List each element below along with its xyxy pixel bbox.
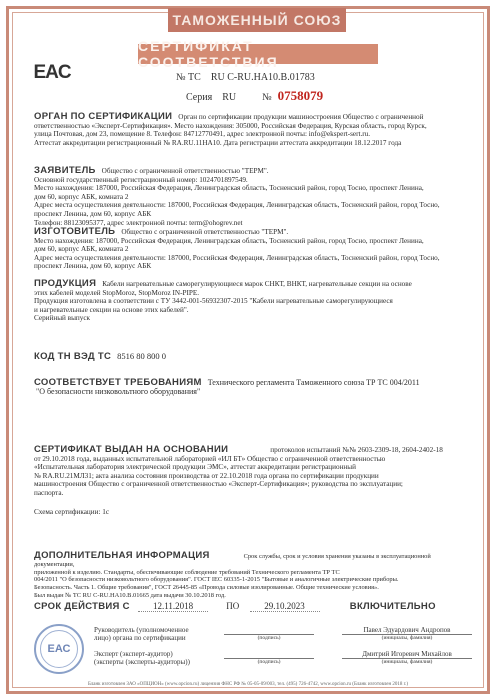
manufacturer-line: Общество с ограниченной ответственностью "ТЕРМ". bbox=[121, 228, 289, 236]
applicant-line: Телефон: 88123095377, адрес электронной почты: term@ohogrev.net bbox=[34, 218, 243, 227]
product-line: Серийный выпуск bbox=[34, 314, 91, 323]
product-line: Продукция изготовлена в соответствии с ТУ 3442-001-56932307-2015 "Кабели нагревательные саморегулирующиеся bbox=[34, 297, 393, 306]
basis-heading: СЕРТИФИКАТ ВЫДАН НА ОСНОВАНИИ bbox=[34, 444, 229, 455]
certification-seal bbox=[34, 624, 84, 674]
applicant-line: Место нахождения: 187000, Российская Федерация, Ленинградская область, Тосненский район, город Тосно, проспект Ленина, bbox=[34, 184, 424, 193]
seal-logo: ЕАС bbox=[40, 630, 78, 668]
section-product bbox=[34, 280, 468, 323]
basis-line: «Испытательная лаборатория электрической продукции ЭМС», аттестат аккредитации регистрационный bbox=[34, 463, 356, 472]
certification-scheme: Схема сертификации: 1с bbox=[34, 507, 110, 516]
manufacturer-line: дом 60, корпус АБК, комната 2 bbox=[34, 245, 129, 254]
validity-from: 12.11.2018 bbox=[138, 602, 208, 612]
expert-label-line: Эксперт (эксперт-аудитор) bbox=[94, 650, 173, 658]
organ-line: ответственностью «Эксперт-Сертификация». Место нахождения: 305000, Российская Федерация, Курская область, город Курск, bbox=[34, 121, 427, 130]
applicant-heading: ЗАЯВИТЕЛЬ bbox=[34, 165, 96, 176]
series-label: Серия bbox=[186, 92, 213, 103]
additional-heading: ДОПОЛНИТЕЛЬНАЯ ИНФОРМАЦИЯ bbox=[34, 550, 210, 561]
serial-value: 0758079 bbox=[277, 88, 324, 103]
expert-label-line: (эксперты (эксперты-аудиторы)) bbox=[94, 658, 190, 666]
head-label-line: лицо) органа по сертификации bbox=[94, 634, 186, 642]
additional-line: Безопасность. Часть 1. Общие требования", ГОСТ 26445-85 «Провода силовые изолированные. Общие технические условия». bbox=[34, 584, 379, 592]
requirements-heading: СООТВЕТСТВУЕТ ТРЕБОВАНИЯМ bbox=[34, 377, 202, 388]
section-additional bbox=[34, 552, 468, 600]
eac-logo: EAC bbox=[33, 62, 71, 83]
requirements-line: Технического регламента Таможенного союза ТР ТС 004/2011 bbox=[207, 378, 420, 387]
basis-line: протоколов испытаний №№ 2603-2309-18, 2604-2402-18 bbox=[270, 446, 443, 454]
applicant-line: дом 60, корпус АБК, комната 2 bbox=[34, 192, 129, 201]
section-validity bbox=[34, 602, 468, 612]
applicant-line: Адрес места осуществления деятельности: 187000, Российская Федерация, Ленинградская область, Тосненский район, город Тосно, bbox=[34, 201, 440, 210]
blank-footer: Бланк изготовлен ЗАО «ОПЦИОН» (www.opcion.ru) лицензия ФНС РФ № 05-05-09/003, тел. (495) 726-4742, www.opcion.ru (Бланк изготовлен 2018 г.) bbox=[87, 682, 409, 687]
manufacturer-line: проспект Ленина, дом 60, корпус АБК bbox=[34, 262, 152, 271]
head-signature-line: (подпись) bbox=[224, 634, 314, 641]
head-name: Павел Эдуардович Андропов bbox=[363, 626, 451, 634]
additional-line: 004/2011 "О безопасности низковольтного оборудования". ГОСТ IEC 60335-1-2015 "Бытовые и аналогичные электрические приборы. bbox=[34, 576, 399, 584]
expert-label bbox=[94, 650, 214, 666]
organ-heading: ОРГАН ПО СЕРТИФИКАЦИИ bbox=[34, 111, 173, 122]
head-label bbox=[94, 626, 214, 642]
basis-line: № RA.RU.21МЛ31; акта анализа состояния производства от 22.10.2018 года органа по сертификации продукции bbox=[34, 471, 379, 480]
manufacturer-heading: ИЗГОТОВИТЕЛЬ bbox=[34, 226, 116, 237]
certificate-number bbox=[176, 72, 315, 83]
basis-line: паспорта. bbox=[34, 488, 64, 497]
organ-line: Аттестат аккредитации регистрационный № RA.RU.11НА10. Дата регистрации аттестата аккредитации 18.12.2017 года bbox=[34, 138, 402, 147]
section-tnved bbox=[34, 352, 468, 362]
certificate-series bbox=[186, 88, 323, 104]
organ-line: улица Почтовая, дом 23, помещение 8. Телефон: 84712770491, адрес электронной почты: info@ekspert-sert.ru. bbox=[34, 130, 371, 139]
product-heading: ПРОДУКЦИЯ bbox=[34, 278, 97, 289]
certificate-title: СЕРТИФИКАТ СООТВЕТСТВИЯ bbox=[138, 44, 378, 64]
number-value: RU C-RU.НА10.В.01783 bbox=[210, 72, 315, 83]
applicant-line: Основной государственный регистрационный номер: 1024701897549. bbox=[34, 175, 248, 184]
section-organ bbox=[34, 113, 468, 147]
expert-signature-line: (подпись) bbox=[224, 658, 314, 665]
tnved-heading: КОД ТН ВЭД ТС bbox=[34, 351, 112, 362]
section-requirements bbox=[34, 379, 468, 396]
series-value: RU bbox=[222, 92, 237, 103]
validity-to-label: ПО bbox=[226, 601, 240, 611]
basis-line: от 29.10.2018 года, выданных испытательной лабораторией «ИЛ БТ» Общество с ограниченной ответственностью bbox=[34, 454, 386, 463]
head-label-line: Руководитель (уполномоченное bbox=[94, 626, 189, 634]
additional-line: Срок службы, срок и условия хранения указаны в эксплуатационной документации, bbox=[34, 553, 431, 568]
expert-name-caption: (инициалы, фамилия) bbox=[342, 658, 472, 665]
organ-line: Орган по сертификации продукции машиностроения Общество с ограниченной bbox=[178, 113, 424, 121]
product-line: и нагревательные секции на основе этих кабелей". bbox=[34, 305, 189, 314]
number-label: № ТС bbox=[176, 72, 201, 83]
product-line: Кабели нагревательные саморегулирующиеся марок СНКТ, ВНКТ, нагревательные секции на основе bbox=[102, 280, 412, 288]
basis-line: машиностроения Общество с ограниченной ответственностью «Эксперт-Сертификация»; руководства по эксплуатации; bbox=[34, 480, 403, 489]
tnved-value: 8516 80 800 0 bbox=[117, 351, 167, 361]
manufacturer-line: Адрес места осуществления деятельности: 187000, Российская Федерация, Ленинградская область, Тосненский район, город Тосно, bbox=[34, 253, 440, 262]
additional-line: приложенной к изделию. Стандарты, обеспечивающие соблюдение требований Технического регламента ТР ТС bbox=[34, 568, 340, 576]
applicant-line: Общество с ограниченной ответственностью "ТЕРМ". bbox=[101, 167, 269, 175]
customs-union-banner: ТАМОЖЕННЫЙ СОЮЗ bbox=[168, 8, 346, 32]
head-name-caption: (инициалы, фамилия) bbox=[342, 634, 472, 641]
additional-line: Был выдан № ТС RU C-RU.НА10.В.01665 дата выдачи 30.10.2018 год. bbox=[34, 591, 226, 599]
validity-to: 29.10.2023 bbox=[250, 602, 320, 612]
product-line: этих кабелей моделей StopMoroz, StopMoroz IN-PIPE. bbox=[34, 288, 200, 297]
applicant-line: проспект Ленина, дом 60, корпус АБК bbox=[34, 209, 152, 218]
validity-inclusive: ВКЛЮЧИТЕЛЬНО bbox=[349, 601, 436, 612]
validity-heading: СРОК ДЕЙСТВИЯ С bbox=[34, 601, 130, 612]
section-basis bbox=[34, 446, 468, 516]
expert-name: Дмитрий Игоревич Михайлов bbox=[362, 650, 452, 658]
section-applicant bbox=[34, 167, 468, 227]
serial-label: № bbox=[262, 92, 272, 103]
section-manufacturer bbox=[34, 228, 468, 271]
manufacturer-line: Место нахождения: 187000, Российская Федерация, Ленинградская область, Тосненский район, город Тосно, проспект Ленина, bbox=[34, 236, 424, 245]
requirements-line: "О безопасности низковольтного оборудования" bbox=[36, 386, 201, 396]
